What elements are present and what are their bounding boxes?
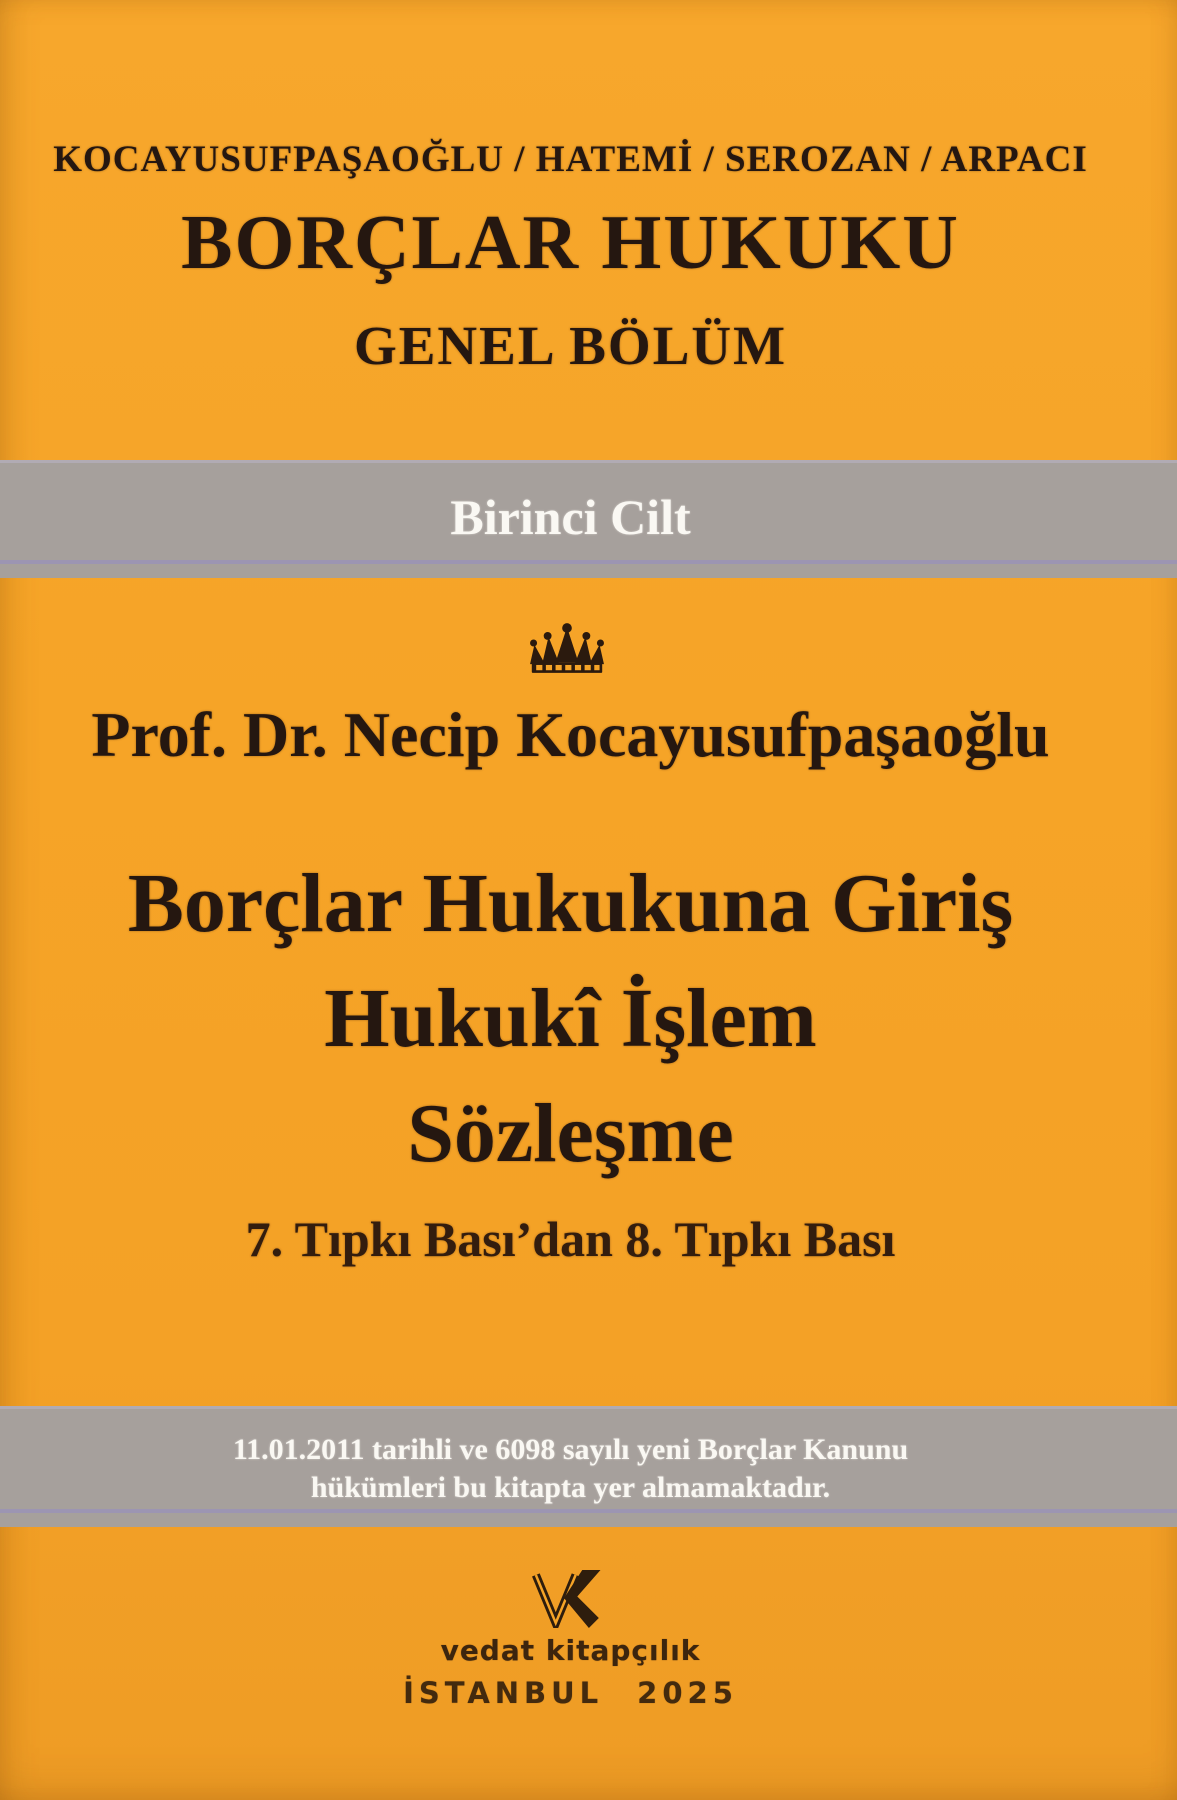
- series-title: BORÇLAR HUKUKU: [181, 199, 960, 285]
- publisher-city: İSTANBUL: [403, 1676, 604, 1710]
- book-title-line-2: Hukukî İşlem: [324, 972, 817, 1065]
- notice-line-2: hükümleri bu kitapta yer almamaktadır.: [310, 1471, 831, 1504]
- band-hairline: [0, 1509, 1177, 1513]
- volume-band: [0, 460, 1177, 578]
- crown-icon: [523, 620, 611, 680]
- band-hairline: [0, 560, 1177, 564]
- book-title-line-3: Sözleşme: [407, 1087, 734, 1180]
- publisher-city-year: [0, 1676, 1141, 1710]
- volume-label: Birinci Cilt: [450, 489, 691, 545]
- publisher-name: vedat kitapçılık: [440, 1634, 701, 1667]
- edition-line: 7. Tıpkı Bası’dan 8. Tıpkı Bası: [245, 1211, 896, 1267]
- publisher-year: 2025: [637, 1676, 738, 1710]
- notice-text: [0, 1431, 1141, 1507]
- author-name: Prof. Dr. Necip Kocayusufpaşaoğlu: [91, 699, 1050, 770]
- notice-line-1: 11.01.2011 tarihli ve 6098 sayılı yeni Borçlar Kanunu: [232, 1433, 909, 1466]
- vk-monogram-icon: [527, 1570, 611, 1628]
- book-title: [0, 846, 1141, 1191]
- book-title-line-1: Borçlar Hukukuna Giriş: [127, 857, 1014, 950]
- notice-band: [0, 1406, 1177, 1527]
- series-subtitle: GENEL BÖLÜM: [353, 315, 788, 376]
- authors-line: KOCAYUSUFPAŞAOĞLU / HATEMİ / SEROZAN / ARPACI: [53, 139, 1088, 180]
